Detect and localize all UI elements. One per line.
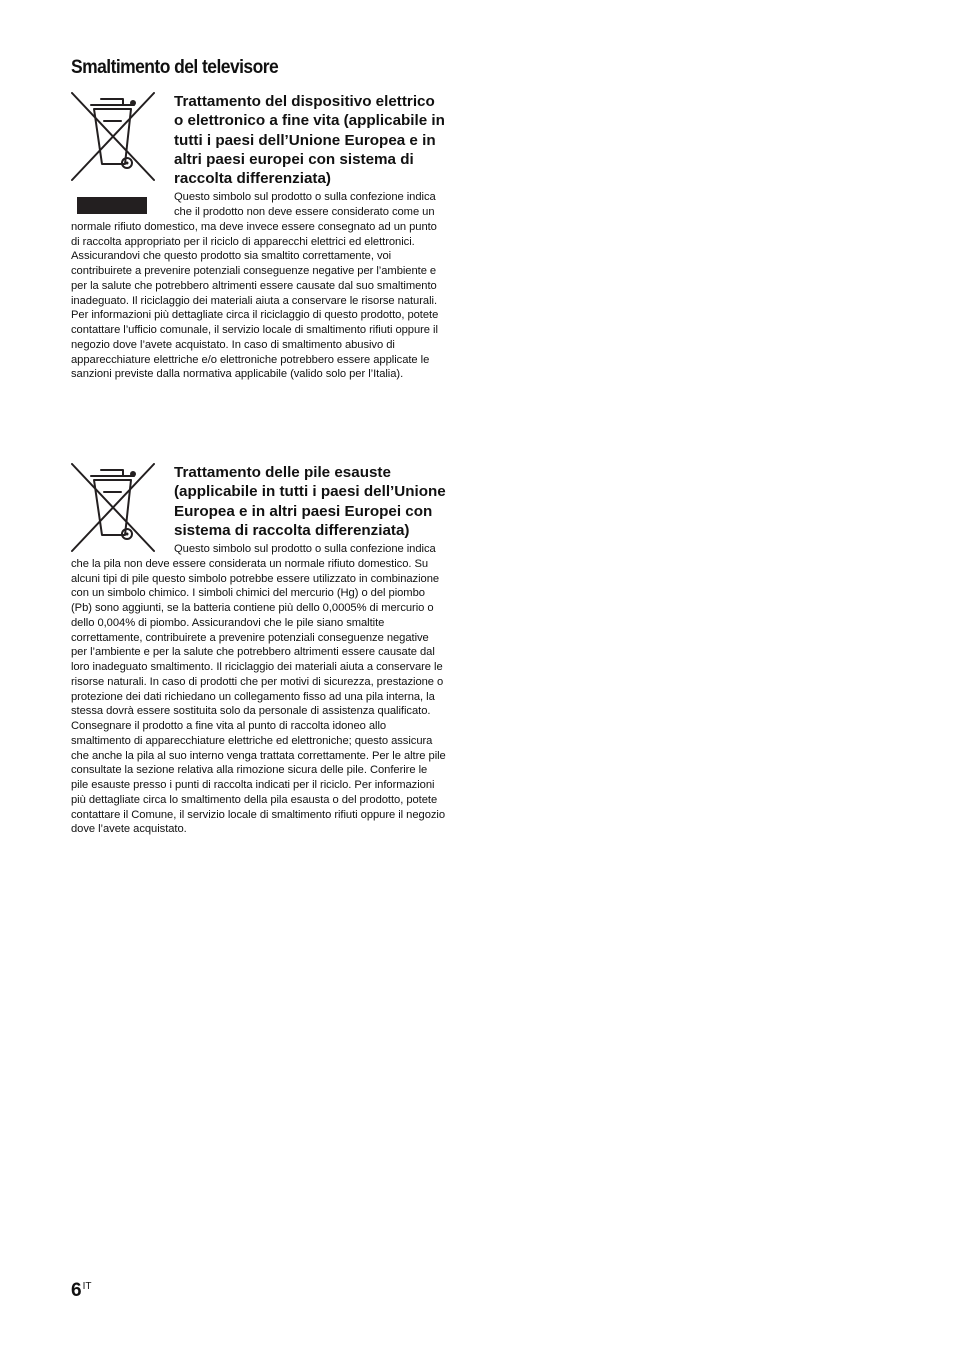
page-language-code: IT: [82, 1281, 92, 1292]
section-body: Questo simbolo sul prodotto o sulla confezione indica che il prodotto non deve essere considerato come un normale rifiuto domestico, ma deve invece essere consegnato ad un punto di raccolta appropriato per il riciclo di apparecchi elettrici ed elettronici. Assicurandovi che questo prodotto sia smaltito correttamente, voi contribuirete a prevenire potenziali conseguenze negative per l’ambiente e per la salute che potrebbero altrimenti essere causate dal suo smaltimento inadeguato. Il riciclaggio dei materiali aiuta a conservare le risorse naturali. Per informazioni più dettagliate circa il riciclaggio di questo prodotto, potete contattare l’ufficio comunale, il servizio locale di smaltimento rifiuti oppure il negozio dove l’avete acquistato. In caso di smaltimento abusivo di apparecchiature elettriche e/o elettroniche potrebbero essere applicate le sanzioni previste dalla normativa applicabile (valido solo per l’Italia).: [71, 191, 439, 381]
weee-symbol: [71, 92, 155, 216]
battery-weee-symbol: [71, 463, 155, 553]
section-body: Questo simbolo sul prodotto o sulla confezione indica che la pila non deve essere considerata un normale rifiuto domestico. Su alcuni tipi di pile questo simbolo potrebbe essere utilizzato in combinazione con un simbolo chimico. I simboli chimici del mercurio (Hg) o del piombo (Pb) sono aggiunti, se la batteria contiene più dello 0,0005% di mercurio o dello 0,004% di piombo. Assicurandovi che le pile siano smaltite correttamente, contribuirete a prevenire potenziali conseguenze negative per l’ambiente e per la salute che potrebbero altrimenti essere causate dal loro inadeguato smaltimento. Il riciclaggio dei materiali aiuta a conservare le risorse naturali. In caso di prodotti che per motivi di sicurezza, prestazione o protezione dei dati richiedano un collegamento fisso ad una pila interna, la stessa dovrà essere sostituita solo da personale di assistenza qualificato. Consegnare il prodotto a fine vita al punto di raccolta idoneo allo smaltimento di apparecchiature elettriche ed elettroniche; questo assicura che anche la pila al suo interno venga trattata correttamente. Per le altre pile consultate la sezione relativa alla rimozione sicura delle pile. Conferire le pile esauste presso i punti di raccolta indicati per il riciclo. Per informazioni più dettagliate circa lo smaltimento della pila esausta o del prodotto, potete contattare il Comune, il servizio locale di smaltimento rifiuti oppure il negozio dove l’avete acquistato.: [71, 543, 446, 836]
page-number-value: 6: [71, 1280, 82, 1301]
crossed-out-wheeled-bin-icon: [71, 92, 155, 182]
page-title: Smaltimento del televisore: [71, 57, 279, 78]
separate-collection-bar: [77, 197, 147, 214]
battery-disposal-section: [71, 463, 446, 837]
section-heading: Trattamento del dispositivo elettrico o elettronico a fine vita (applicabile in tutti i paesi dell’Unione Europea e in altri paesi europei con sistema di raccolta differenziata): [174, 93, 445, 188]
crossed-out-wheeled-bin-icon: [71, 463, 155, 553]
weee-disposal-section: [71, 92, 446, 382]
page-number: [71, 1280, 91, 1302]
section-heading: Trattamento delle pile esauste (applicabile in tutti i paesi dell’Unione Europea e in altri paesi Europei con sistema di raccolta differenziata): [174, 464, 446, 539]
